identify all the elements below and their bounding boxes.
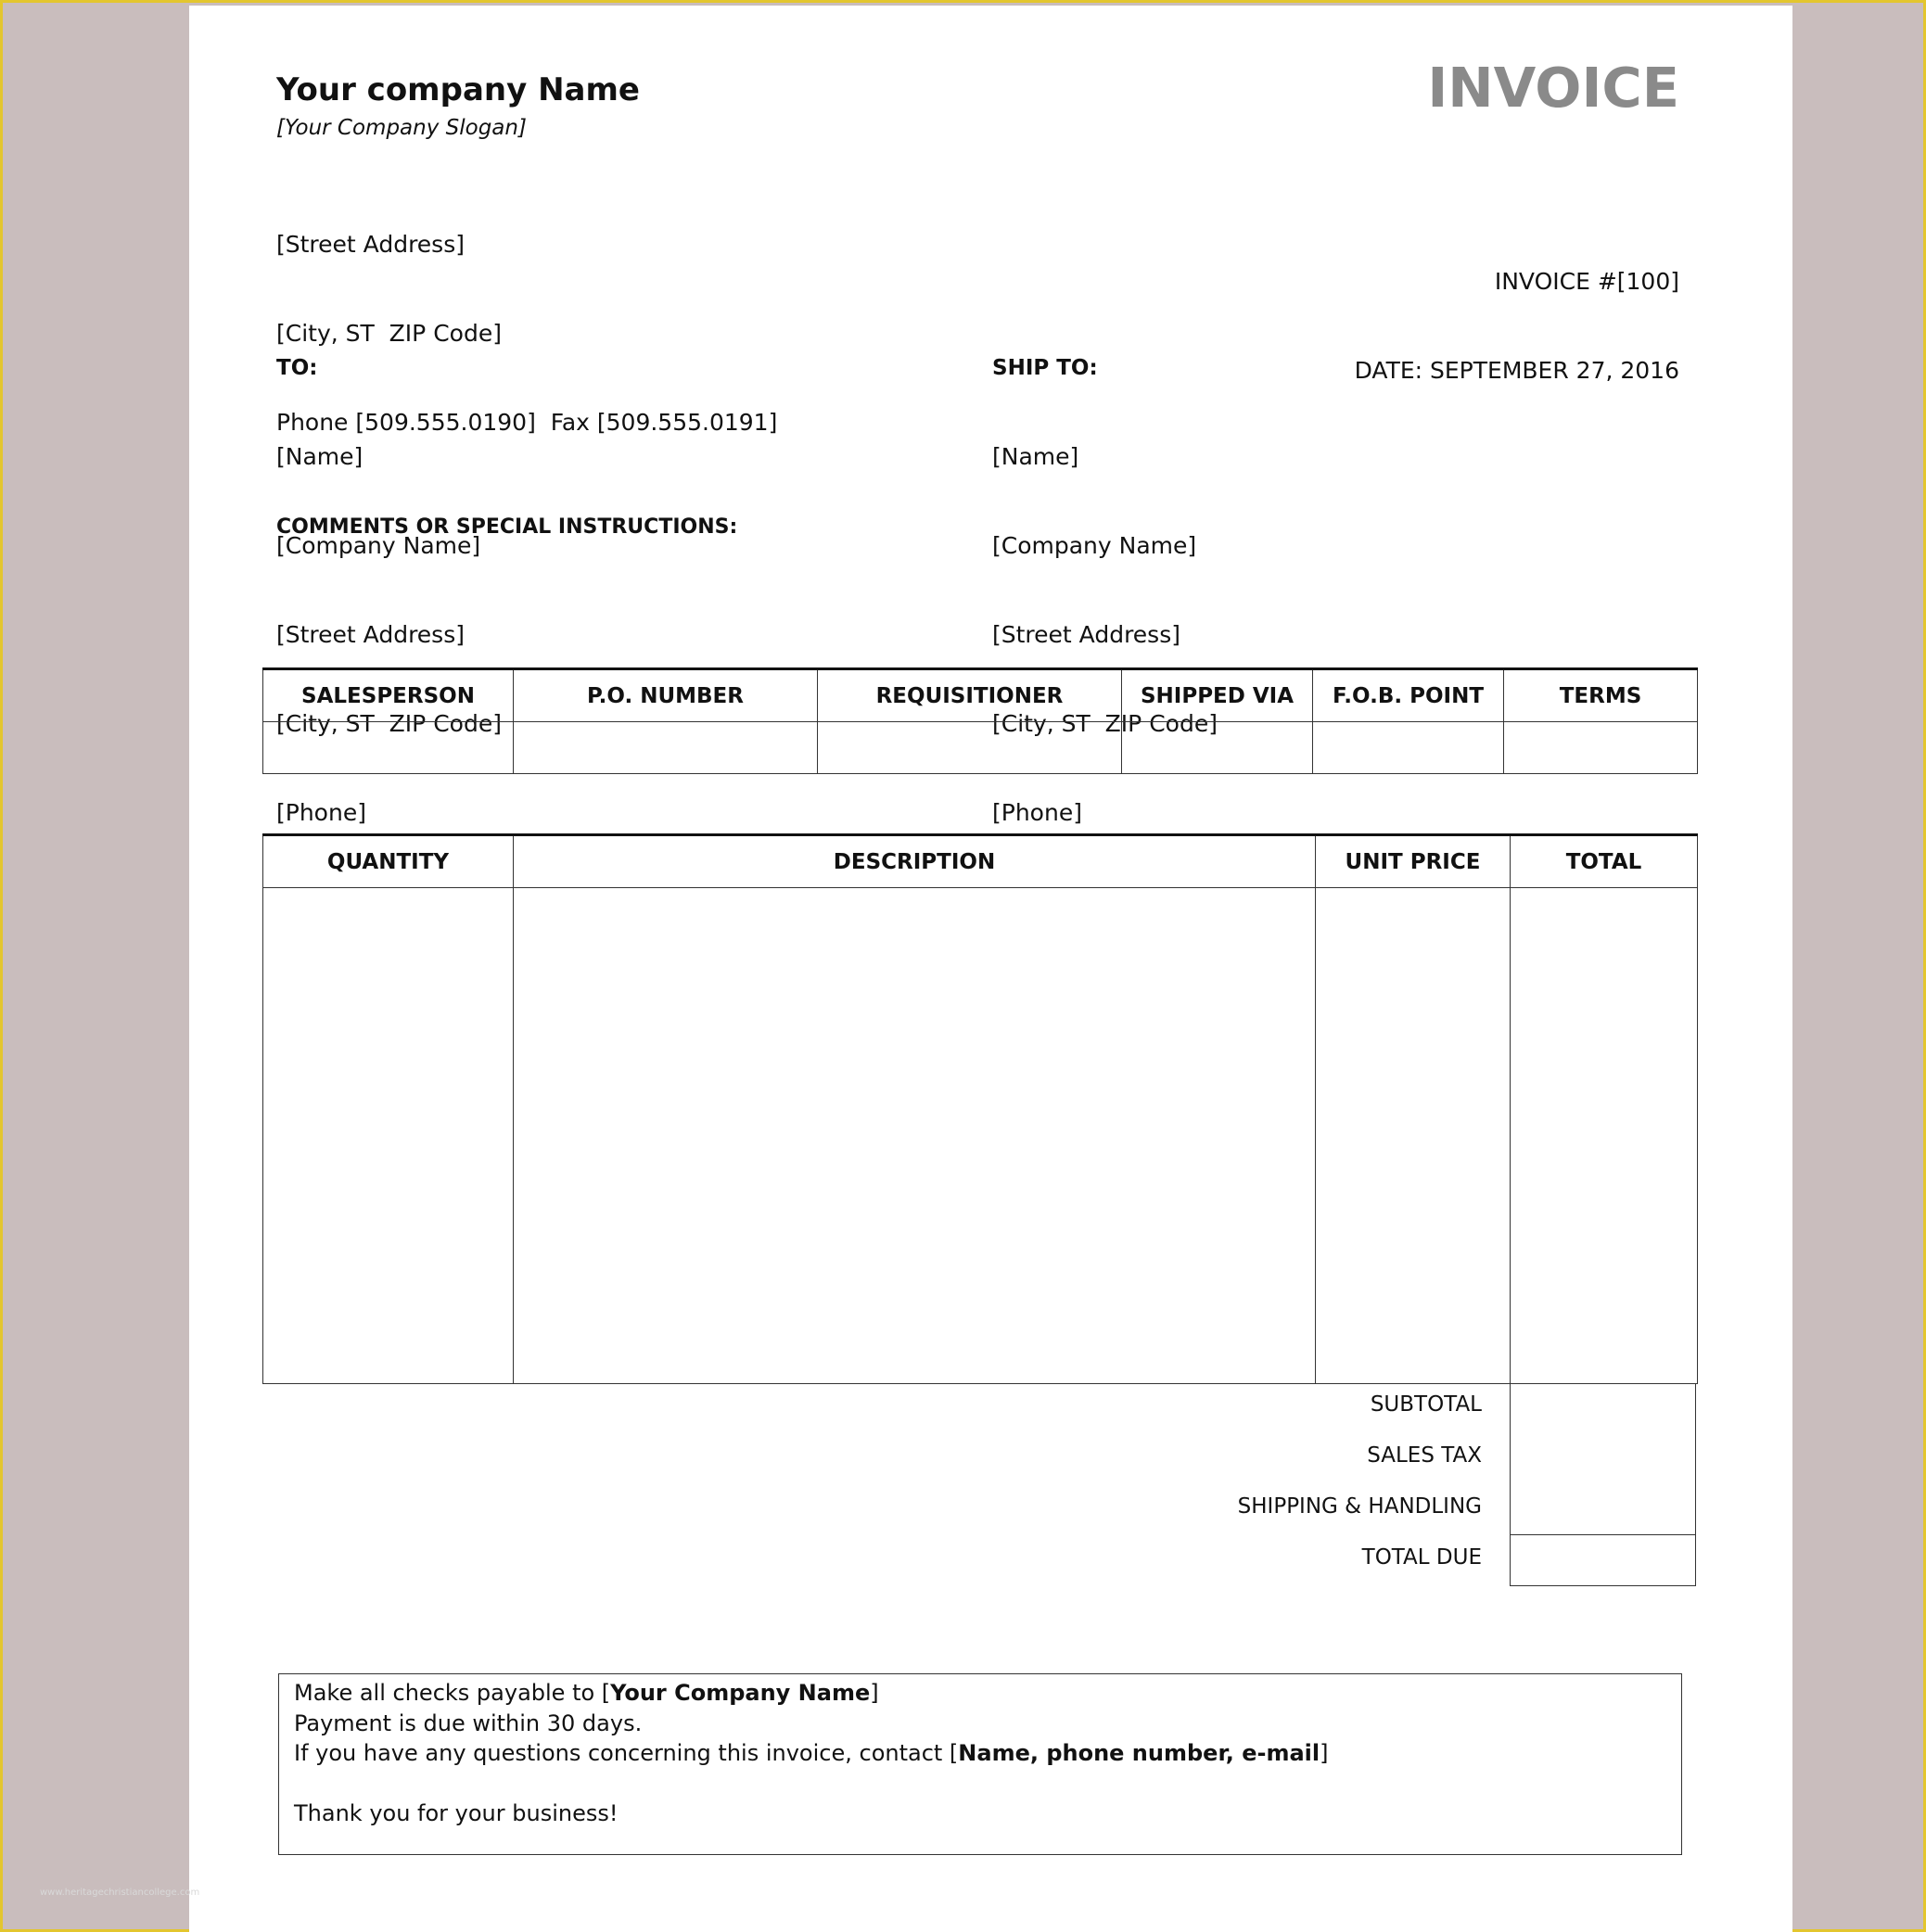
quantity-column[interactable] (263, 888, 514, 1384)
payment-due-line: Payment is due within 30 days. (294, 1710, 643, 1736)
shipped-via-cell[interactable] (1122, 722, 1313, 774)
ship-to-name: [Name] (992, 443, 1079, 470)
shipping-header-row (263, 669, 1698, 722)
watermark: www.heritagechristiancollege.com (40, 1888, 200, 1898)
bill-to-block (276, 294, 502, 887)
salesperson-cell[interactable] (263, 722, 514, 774)
sales-tax-label: SALES TAX (1367, 1443, 1482, 1468)
line-items-table (262, 833, 1698, 1384)
company-name: Your company Name (276, 71, 640, 108)
shipping-details-table (262, 667, 1698, 774)
header-requisitioner: REQUISITIONER (818, 669, 1122, 722)
comments-label: COMMENTS OR SPECIAL INSTRUCTIONS: (276, 515, 738, 539)
ship-to-block (992, 294, 1218, 887)
bill-to-company: [Company Name] (276, 532, 481, 559)
total-column[interactable] (1511, 888, 1698, 1384)
requisitioner-cell[interactable] (818, 722, 1122, 774)
header-po-number: P.O. NUMBER (514, 669, 818, 722)
invoice-number: INVOICE #[100] (1494, 268, 1679, 295)
header-quantity: QUANTITY (263, 835, 514, 888)
payment-notes-box (278, 1673, 1682, 1855)
bill-to-city: [City, ST ZIP Code] (276, 710, 502, 737)
ship-to-company: [Company Name] (992, 532, 1197, 559)
ship-to-street: [Street Address] (992, 621, 1180, 648)
company-slogan: [Your Company Slogan] (276, 116, 527, 140)
header-total: TOTAL (1511, 835, 1698, 888)
header-description: DESCRIPTION (514, 835, 1316, 888)
po-number-cell[interactable] (514, 722, 818, 774)
total-due-box[interactable] (1510, 1535, 1696, 1586)
items-header-row (263, 835, 1698, 888)
items-body-row (263, 888, 1698, 1384)
unit-price-column[interactable] (1316, 888, 1511, 1384)
header-fob-point: F.O.B. POINT (1313, 669, 1504, 722)
header-salesperson: SALESPERSON (263, 669, 514, 722)
fob-point-cell[interactable] (1313, 722, 1504, 774)
ship-to-phone: [Phone] (992, 799, 1082, 826)
shipping-handling-label: SHIPPING & HANDLING (1237, 1494, 1482, 1519)
thank-you-line: Thank you for your business! (294, 1800, 619, 1826)
subtotal-tax-shipping-box[interactable] (1510, 1383, 1696, 1535)
shipping-value-row (263, 722, 1698, 774)
invoice-date: DATE: SEPTEMBER 27, 2016 (1354, 357, 1679, 384)
bill-to-name: [Name] (276, 443, 364, 470)
invoice-title: INVOICE (1427, 56, 1679, 120)
questions-line: If you have any questions concerning this invoice, contact [Name, phone number, e-mail] (294, 1740, 1329, 1766)
checks-payable-line: Make all checks payable to [Your Company Name] (294, 1680, 879, 1706)
sender-street: [Street Address] (276, 231, 465, 258)
bill-to-street: [Street Address] (276, 621, 465, 648)
header-unit-price: UNIT PRICE (1316, 835, 1511, 888)
subtotal-label: SUBTOTAL (1370, 1392, 1482, 1417)
ship-to-label: SHIP TO: (992, 356, 1098, 380)
blank-line (294, 1769, 1681, 1799)
sender-phone-fax: Phone [509.555.0190] Fax [509.555.0191] (276, 409, 778, 436)
description-column[interactable] (514, 888, 1316, 1384)
bill-to-phone: [Phone] (276, 799, 366, 826)
ship-to-city: [City, ST ZIP Code] (992, 710, 1218, 737)
sender-city: [City, ST ZIP Code] (276, 320, 502, 347)
totals-section (262, 1383, 1697, 1590)
invoice-page (189, 6, 1792, 1932)
header-shipped-via: SHIPPED VIA (1122, 669, 1313, 722)
header-terms: TERMS (1504, 669, 1698, 722)
invoice-meta (1355, 208, 1679, 445)
total-due-label: TOTAL DUE (1361, 1545, 1482, 1570)
bill-to-label: TO: (276, 356, 318, 380)
terms-cell[interactable] (1504, 722, 1698, 774)
